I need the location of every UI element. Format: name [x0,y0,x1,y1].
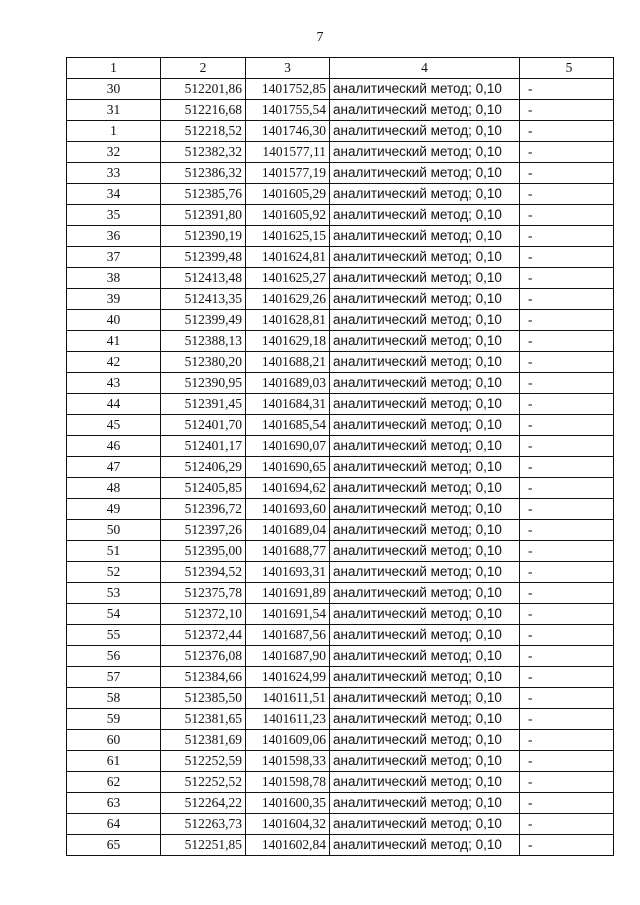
point-number-cell: 42 [67,352,161,373]
note-cell: - [520,478,614,499]
point-number-cell: 54 [67,604,161,625]
note-cell: - [520,247,614,268]
point-number-cell: 64 [67,814,161,835]
point-number-cell: 33 [67,163,161,184]
note-cell: - [520,100,614,121]
coordinate-y-cell: 1401624,99 [246,667,330,688]
method-accuracy-cell: аналитический метод; 0,10 [330,289,520,310]
method-accuracy-cell: аналитический метод; 0,10 [330,814,520,835]
coordinate-x-cell: 512401,70 [161,415,246,436]
coordinate-y-cell: 1401577,19 [246,163,330,184]
point-number-cell: 59 [67,709,161,730]
coordinate-y-cell: 1401694,62 [246,478,330,499]
point-number-cell: 32 [67,142,161,163]
table-row [67,289,614,310]
note-cell: - [520,310,614,331]
point-number-cell: 57 [67,667,161,688]
table-body [67,79,614,856]
point-number-cell: 61 [67,751,161,772]
note-cell: - [520,520,614,541]
coordinate-x-cell: 512399,48 [161,247,246,268]
method-accuracy-cell: аналитический метод; 0,10 [330,79,520,100]
coordinate-x-cell: 512381,65 [161,709,246,730]
method-accuracy-cell: аналитический метод; 0,10 [330,457,520,478]
method-accuracy-cell: аналитический метод; 0,10 [330,394,520,415]
note-cell: - [520,709,614,730]
coordinate-x-cell: 512405,85 [161,478,246,499]
coordinate-y-cell: 1401611,23 [246,709,330,730]
coordinate-y-cell: 1401624,81 [246,247,330,268]
point-number-cell: 50 [67,520,161,541]
coordinates-table [66,57,614,856]
table-row [67,814,614,835]
coordinate-y-cell: 1401684,31 [246,394,330,415]
table-row [67,226,614,247]
table-row [67,667,614,688]
point-number-cell: 36 [67,226,161,247]
coordinate-x-cell: 512381,69 [161,730,246,751]
point-number-cell: 1 [67,121,161,142]
coordinate-x-cell: 512385,50 [161,688,246,709]
note-cell: - [520,163,614,184]
method-accuracy-cell: аналитический метод; 0,10 [330,667,520,688]
point-number-cell: 30 [67,79,161,100]
method-accuracy-cell: аналитический метод; 0,10 [330,436,520,457]
coordinate-y-cell: 1401605,29 [246,184,330,205]
coordinate-x-cell: 512252,52 [161,772,246,793]
coordinate-x-cell: 512216,68 [161,100,246,121]
table-row [67,772,614,793]
table-row [67,184,614,205]
note-cell: - [520,436,614,457]
coordinate-y-cell: 1401690,65 [246,457,330,478]
table-row [67,604,614,625]
point-number-cell: 49 [67,499,161,520]
point-number-cell: 55 [67,625,161,646]
method-accuracy-cell: аналитический метод; 0,10 [330,604,520,625]
table-row [67,352,614,373]
coordinate-y-cell: 1401687,90 [246,646,330,667]
method-accuracy-cell: аналитический метод; 0,10 [330,142,520,163]
coordinate-y-cell: 1401691,54 [246,604,330,625]
coordinate-y-cell: 1401693,31 [246,562,330,583]
point-number-cell: 63 [67,793,161,814]
method-accuracy-cell: аналитический метод; 0,10 [330,730,520,751]
coordinate-y-cell: 1401605,92 [246,205,330,226]
note-cell: - [520,457,614,478]
point-number-cell: 34 [67,184,161,205]
coordinate-x-cell: 512388,13 [161,331,246,352]
coordinate-y-cell: 1401600,35 [246,793,330,814]
coordinate-x-cell: 512396,72 [161,499,246,520]
table-row [67,646,614,667]
coordinate-y-cell: 1401577,11 [246,142,330,163]
method-accuracy-cell: аналитический метод; 0,10 [330,100,520,121]
note-cell: - [520,205,614,226]
coordinate-y-cell: 1401598,78 [246,772,330,793]
point-number-cell: 47 [67,457,161,478]
point-number-cell: 60 [67,730,161,751]
coordinate-x-cell: 512399,49 [161,310,246,331]
table-row [67,142,614,163]
table-row [67,562,614,583]
table-row [67,100,614,121]
note-cell: - [520,625,614,646]
coordinate-y-cell: 1401687,56 [246,625,330,646]
coordinate-y-cell: 1401691,89 [246,583,330,604]
coordinate-x-cell: 512372,44 [161,625,246,646]
method-accuracy-cell: аналитический метод; 0,10 [330,163,520,184]
point-number-cell: 38 [67,268,161,289]
table-row [67,541,614,562]
point-number-cell: 43 [67,373,161,394]
method-accuracy-cell: аналитический метод; 0,10 [330,562,520,583]
table-row [67,331,614,352]
note-cell: - [520,730,614,751]
note-cell: - [520,604,614,625]
coordinate-y-cell: 1401625,27 [246,268,330,289]
header-col-5: 5 [520,58,614,79]
point-number-cell: 41 [67,331,161,352]
coordinate-y-cell: 1401688,77 [246,541,330,562]
coordinate-x-cell: 512380,20 [161,352,246,373]
note-cell: - [520,793,614,814]
method-accuracy-cell: аналитический метод; 0,10 [330,793,520,814]
note-cell: - [520,835,614,856]
coordinate-x-cell: 512395,00 [161,541,246,562]
point-number-cell: 40 [67,310,161,331]
method-accuracy-cell: аналитический метод; 0,10 [330,184,520,205]
coordinate-x-cell: 512384,66 [161,667,246,688]
note-cell: - [520,583,614,604]
coordinate-x-cell: 512385,76 [161,184,246,205]
note-cell: - [520,289,614,310]
point-number-cell: 31 [67,100,161,121]
note-cell: - [520,415,614,436]
coordinate-y-cell: 1401689,04 [246,520,330,541]
coordinate-y-cell: 1401611,51 [246,688,330,709]
note-cell: - [520,79,614,100]
coordinate-y-cell: 1401629,26 [246,289,330,310]
coordinate-x-cell: 512397,26 [161,520,246,541]
coordinate-x-cell: 512375,78 [161,583,246,604]
point-number-cell: 37 [67,247,161,268]
coordinate-x-cell: 512394,52 [161,562,246,583]
method-accuracy-cell: аналитический метод; 0,10 [330,247,520,268]
coordinate-x-cell: 512413,35 [161,289,246,310]
note-cell: - [520,142,614,163]
coordinate-x-cell: 512391,45 [161,394,246,415]
coordinate-x-cell: 512201,86 [161,79,246,100]
method-accuracy-cell: аналитический метод; 0,10 [330,688,520,709]
coordinate-y-cell: 1401628,81 [246,310,330,331]
note-cell: - [520,226,614,247]
table-row [67,247,614,268]
point-number-cell: 65 [67,835,161,856]
table-row [67,709,614,730]
page-number: 7 [316,30,324,45]
table-row [67,163,614,184]
note-cell: - [520,121,614,142]
table-row [67,625,614,646]
coordinate-y-cell: 1401685,54 [246,415,330,436]
method-accuracy-cell: аналитический метод; 0,10 [330,373,520,394]
table-row [67,310,614,331]
coordinate-x-cell: 512372,10 [161,604,246,625]
coordinate-x-cell: 512391,80 [161,205,246,226]
point-number-cell: 58 [67,688,161,709]
coordinate-x-cell: 512251,85 [161,835,246,856]
coordinate-y-cell: 1401690,07 [246,436,330,457]
table-row [67,751,614,772]
table-row [67,793,614,814]
coordinate-y-cell: 1401689,03 [246,373,330,394]
coordinate-x-cell: 512406,29 [161,457,246,478]
header-col-2: 2 [161,58,246,79]
coordinate-x-cell: 512264,22 [161,793,246,814]
point-number-cell: 35 [67,205,161,226]
point-number-cell: 53 [67,583,161,604]
coordinate-y-cell: 1401755,54 [246,100,330,121]
note-cell: - [520,394,614,415]
table-row [67,79,614,100]
table-header-row [67,58,614,79]
method-accuracy-cell: аналитический метод; 0,10 [330,268,520,289]
header-col-1: 1 [67,58,161,79]
coordinate-y-cell: 1401625,15 [246,226,330,247]
point-number-cell: 46 [67,436,161,457]
coordinate-x-cell: 512382,32 [161,142,246,163]
table-row [67,688,614,709]
method-accuracy-cell: аналитический метод; 0,10 [330,709,520,730]
table-row [67,268,614,289]
note-cell: - [520,646,614,667]
table-row [67,499,614,520]
table-row [67,835,614,856]
note-cell: - [520,688,614,709]
table-row [67,394,614,415]
table-row [67,415,614,436]
coordinate-x-cell: 512413,48 [161,268,246,289]
method-accuracy-cell: аналитический метод; 0,10 [330,751,520,772]
note-cell: - [520,772,614,793]
point-number-cell: 44 [67,394,161,415]
method-accuracy-cell: аналитический метод; 0,10 [330,499,520,520]
coordinate-x-cell: 512218,52 [161,121,246,142]
point-number-cell: 62 [67,772,161,793]
method-accuracy-cell: аналитический метод; 0,10 [330,520,520,541]
note-cell: - [520,352,614,373]
coordinate-x-cell: 512390,95 [161,373,246,394]
table-row [67,121,614,142]
method-accuracy-cell: аналитический метод; 0,10 [330,121,520,142]
point-number-cell: 45 [67,415,161,436]
table-row [67,583,614,604]
coordinate-x-cell: 512401,17 [161,436,246,457]
coordinate-y-cell: 1401746,30 [246,121,330,142]
coordinate-x-cell: 512390,19 [161,226,246,247]
coordinate-x-cell: 512386,32 [161,163,246,184]
method-accuracy-cell: аналитический метод; 0,10 [330,625,520,646]
point-number-cell: 56 [67,646,161,667]
method-accuracy-cell: аналитический метод; 0,10 [330,415,520,436]
method-accuracy-cell: аналитический метод; 0,10 [330,205,520,226]
coordinate-y-cell: 1401604,32 [246,814,330,835]
note-cell: - [520,331,614,352]
method-accuracy-cell: аналитический метод; 0,10 [330,772,520,793]
method-accuracy-cell: аналитический метод; 0,10 [330,310,520,331]
note-cell: - [520,814,614,835]
header-col-3: 3 [246,58,330,79]
coordinate-y-cell: 1401688,21 [246,352,330,373]
note-cell: - [520,562,614,583]
table-row [67,520,614,541]
method-accuracy-cell: аналитический метод; 0,10 [330,541,520,562]
point-number-cell: 51 [67,541,161,562]
method-accuracy-cell: аналитический метод; 0,10 [330,331,520,352]
point-number-cell: 52 [67,562,161,583]
method-accuracy-cell: аналитический метод; 0,10 [330,226,520,247]
method-accuracy-cell: аналитический метод; 0,10 [330,352,520,373]
note-cell: - [520,184,614,205]
coordinate-y-cell: 1401693,60 [246,499,330,520]
table-row [67,436,614,457]
coordinate-y-cell: 1401609,06 [246,730,330,751]
coordinate-x-cell: 512376,08 [161,646,246,667]
note-cell: - [520,268,614,289]
coordinate-y-cell: 1401752,85 [246,79,330,100]
note-cell: - [520,667,614,688]
coordinate-x-cell: 512252,59 [161,751,246,772]
note-cell: - [520,541,614,562]
note-cell: - [520,499,614,520]
coordinate-x-cell: 512263,73 [161,814,246,835]
table-row [67,478,614,499]
method-accuracy-cell: аналитический метод; 0,10 [330,646,520,667]
point-number-cell: 39 [67,289,161,310]
coordinate-y-cell: 1401598,33 [246,751,330,772]
coordinate-y-cell: 1401629,18 [246,331,330,352]
note-cell: - [520,751,614,772]
header-col-4: 4 [330,58,520,79]
method-accuracy-cell: аналитический метод; 0,10 [330,835,520,856]
table-row [67,730,614,751]
table-row [67,205,614,226]
note-cell: - [520,373,614,394]
method-accuracy-cell: аналитический метод; 0,10 [330,583,520,604]
point-number-cell: 48 [67,478,161,499]
coordinate-y-cell: 1401602,84 [246,835,330,856]
table-row [67,457,614,478]
method-accuracy-cell: аналитический метод; 0,10 [330,478,520,499]
table-row [67,373,614,394]
